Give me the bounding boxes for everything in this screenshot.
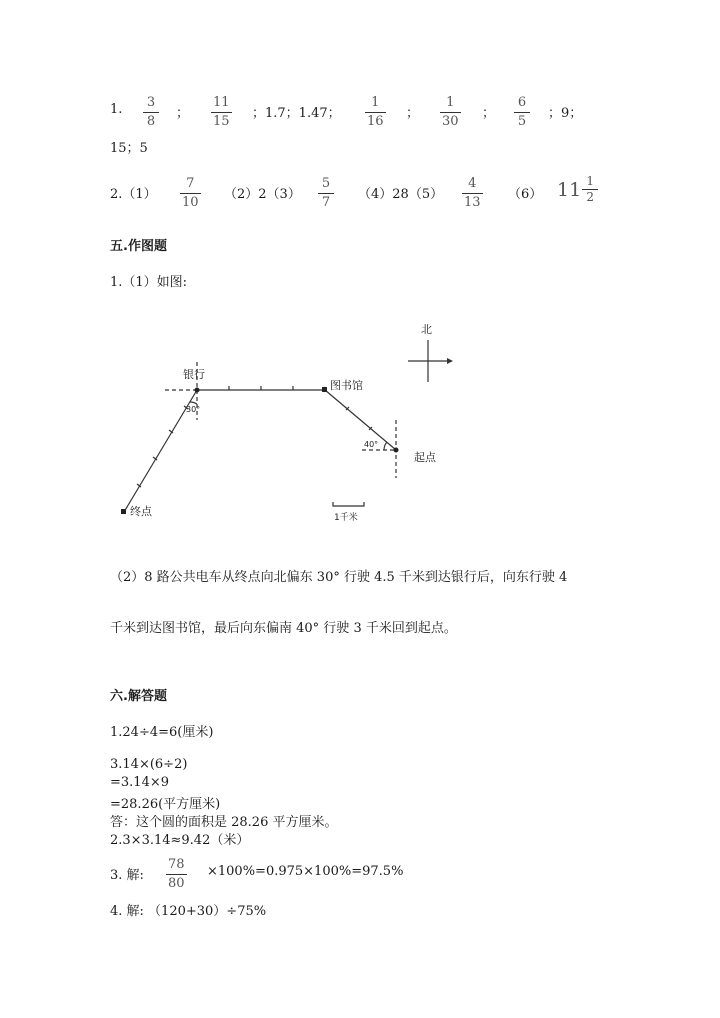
angle-30-label: 30°: [186, 405, 201, 414]
s5-answer-line1: （2）8 路公共电车从终点向北偏东 30° 行驶 4.5 千米到达银行后，向东行驶 4: [110, 570, 568, 585]
route-library-to-start: [325, 390, 396, 450]
q1-separator: ；: [406, 106, 420, 121]
q2-fraction-3: 4 13: [464, 176, 481, 210]
q1-fraction-4: 1 30: [442, 95, 459, 129]
q2-mixed-number: 11 $\frac{1}{2}$: [557, 175, 598, 204]
q1-line2: 15；5: [110, 141, 148, 156]
q1-fraction-3: 1 16: [367, 95, 384, 129]
s6-answer-3-line5: 2.3×3.14≈9.42（米）: [110, 833, 250, 848]
s6-solution-3-label: 3. 解:: [110, 868, 144, 883]
bank-label: 银行: [183, 368, 205, 381]
section-title-solutions: 六.解答题: [110, 689, 167, 704]
q1-separator: ；: [482, 106, 496, 121]
s6-answer-3-line2: =3.14×9: [110, 775, 170, 790]
angle-arc-30: [190, 402, 197, 404]
q2-text: （6）: [508, 187, 543, 202]
s6-solution-3-rest: ×100%=0.975×100%=97.5%: [207, 864, 404, 879]
s6-answer-1: 1.24÷4=6(厘米): [110, 725, 214, 740]
q1-label: 1.: [110, 102, 123, 117]
q2-fraction-1: 7 10: [182, 176, 199, 210]
start-point-marker: [394, 448, 399, 453]
q2-fraction-2: 5 7: [318, 176, 334, 211]
compass-east-arrow-icon: [447, 358, 453, 364]
start-label: 起点: [414, 451, 436, 464]
q2-text: （2）2（3）: [224, 187, 301, 202]
q1-separator: ；: [176, 106, 190, 121]
s6-answer-3-line4: 答：这个圆的面积是 28.26 平方厘米。: [110, 815, 338, 830]
q2-text: （4）28（5）: [358, 187, 444, 202]
bank-point-marker: [195, 388, 200, 393]
s6-solution-4: 4. 解: （120+30）÷75%: [110, 904, 267, 919]
scale-bar: [333, 502, 364, 506]
section-title-drawing: 五.作图题: [110, 239, 167, 254]
s5-q1-label: 1.（1）如图:: [110, 275, 188, 290]
q1-separator: ；9；: [548, 106, 583, 121]
s5-answer-line2: 千米到达图书馆，最后向东偏南 40° 行驶 3 千米回到起点。: [110, 621, 457, 636]
s6-answer-3-line3: =28.26(平方厘米): [110, 797, 221, 812]
q1-fraction-5: 6 5: [514, 95, 530, 130]
end-label: 终点: [130, 505, 152, 518]
scale-label: 1千米: [334, 513, 358, 523]
north-label: 北: [421, 323, 432, 336]
library-label: 图书馆: [330, 379, 363, 392]
s6-answer-3-line1: 3.14×(6÷2): [110, 757, 188, 772]
q2-label: 2.（1）: [110, 187, 157, 202]
end-point-marker: [121, 509, 126, 514]
q1-fraction-1: 3 8: [143, 95, 159, 130]
library-point-marker: [322, 387, 327, 392]
q1-fraction-2: 11 15: [213, 95, 230, 129]
angle-arc-40: [384, 442, 387, 450]
route-tick-marks: [137, 386, 372, 487]
angle-40-label: 40°: [364, 440, 379, 449]
q1-separator: ；1.7；1.47；: [252, 106, 341, 121]
s6-solution-3-fraction: 78 80: [168, 857, 185, 891]
